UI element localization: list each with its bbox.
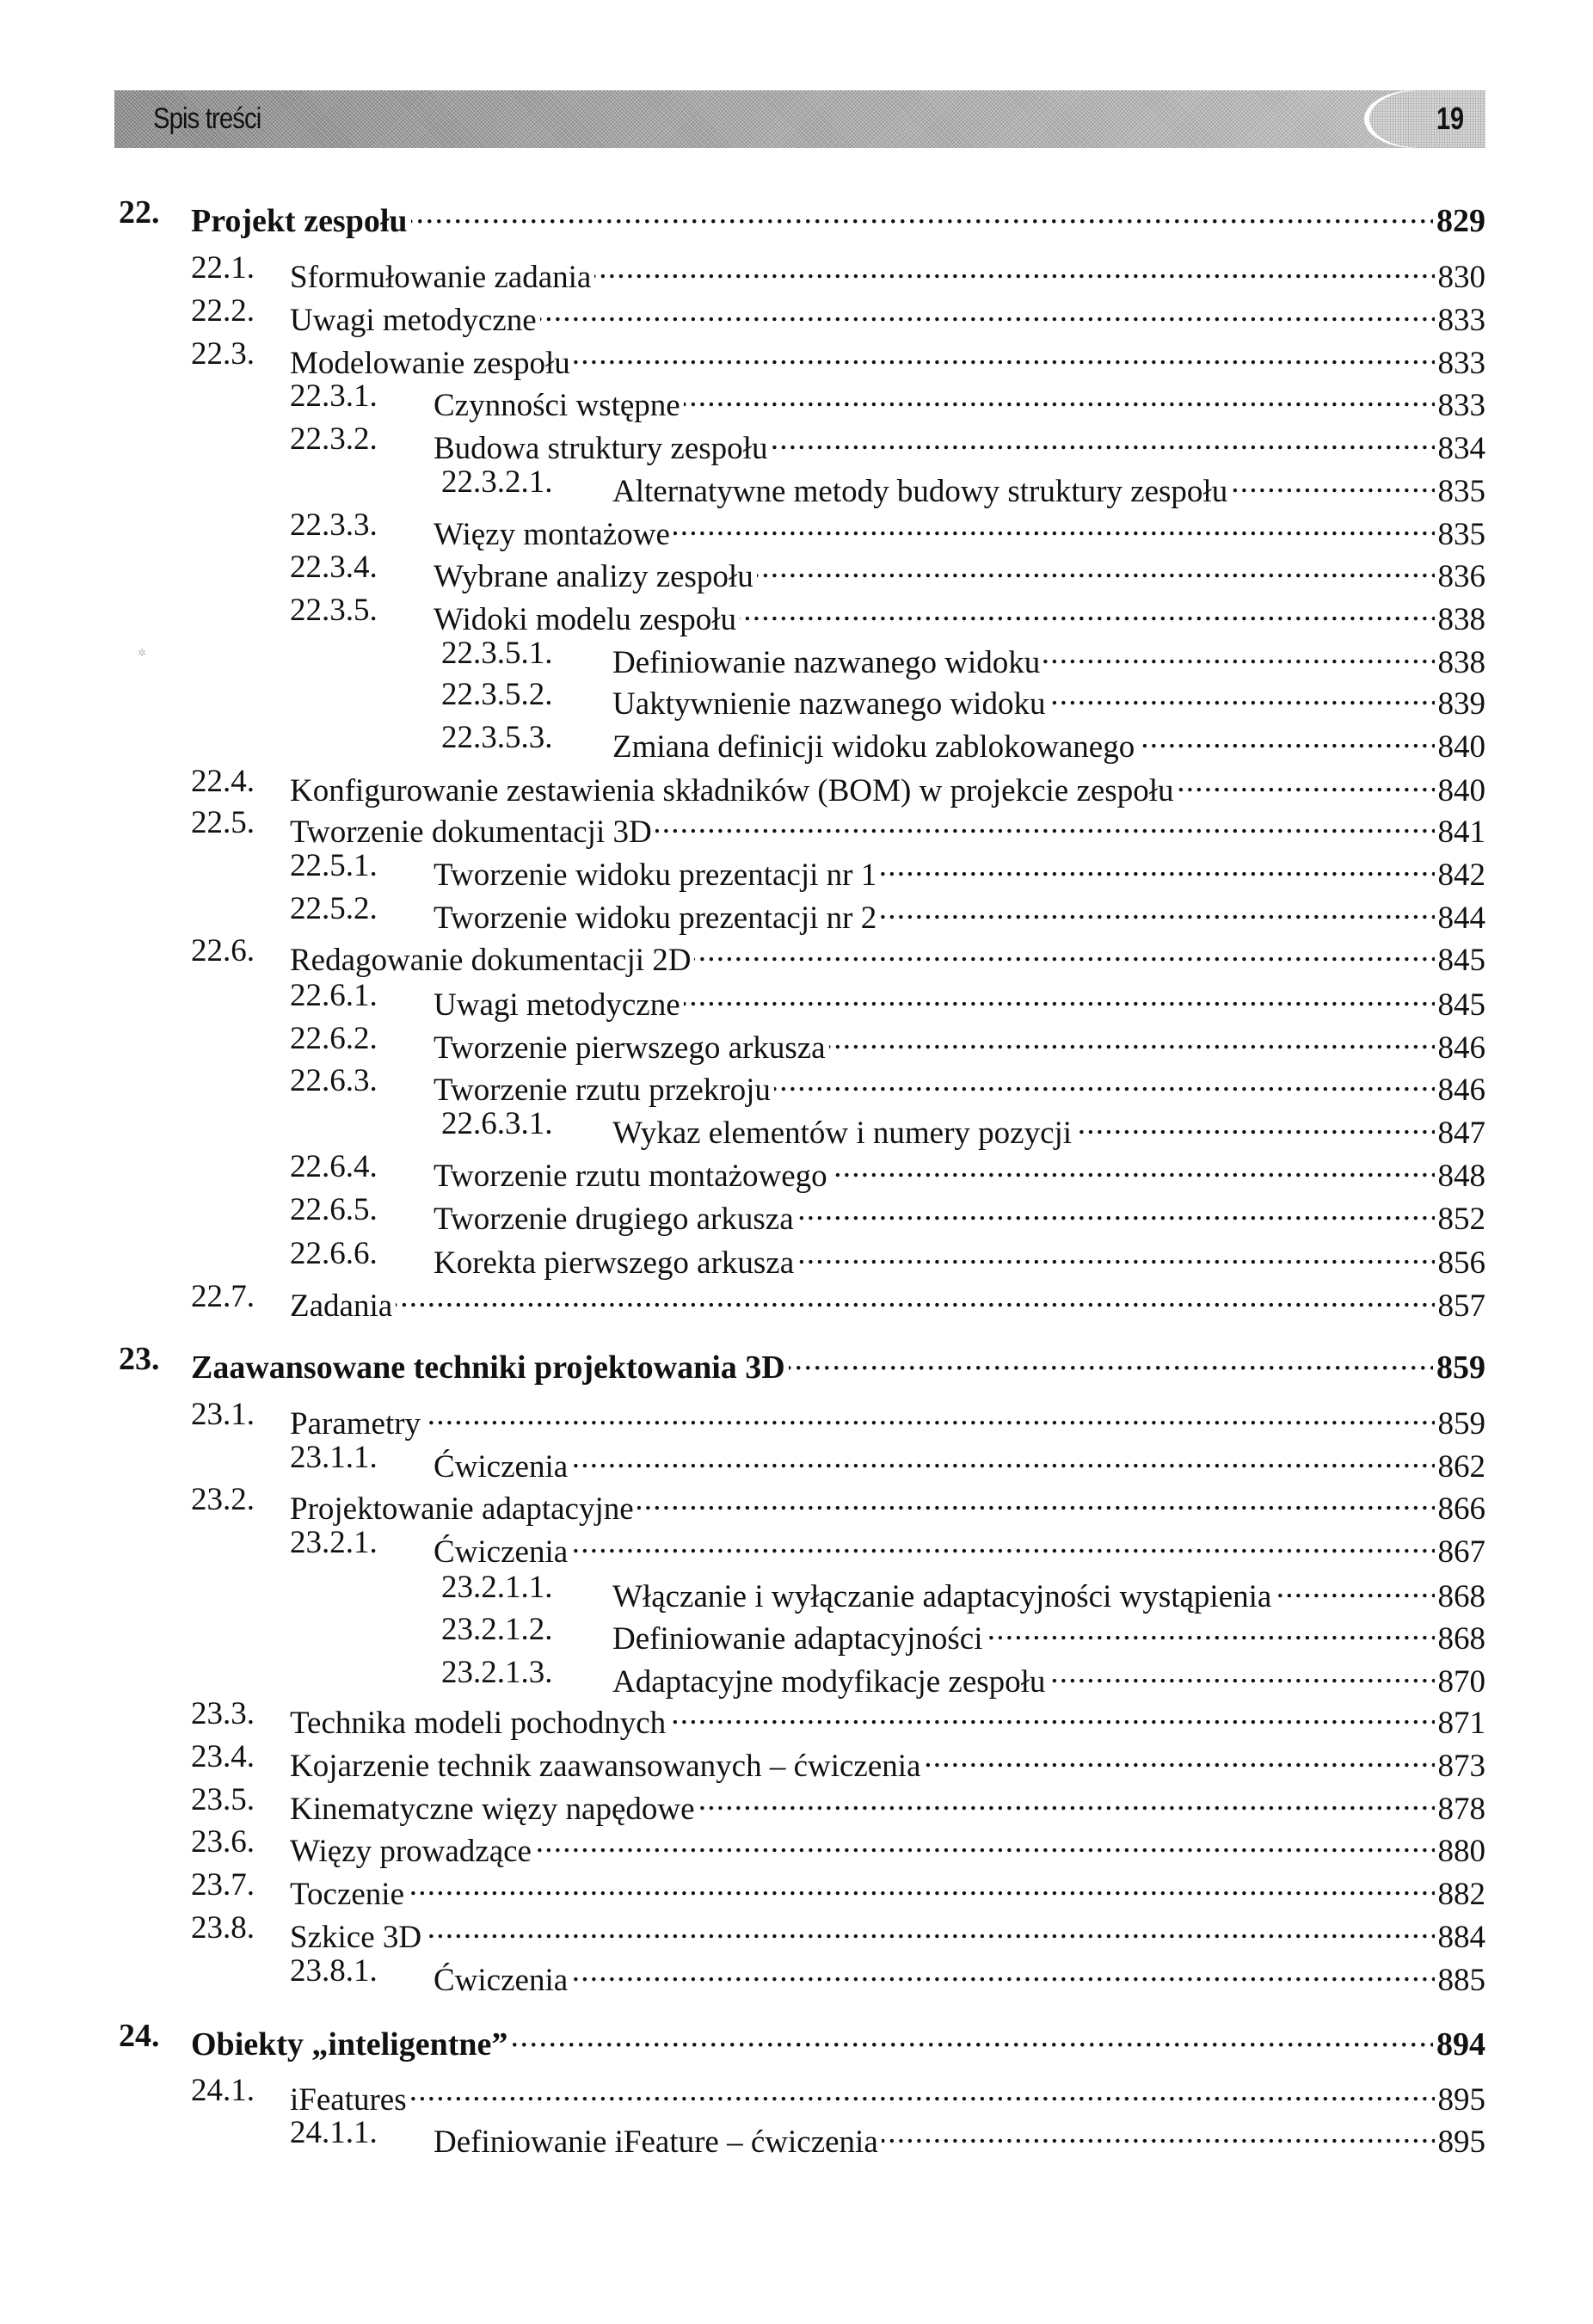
toc-entry-number: 22.5.1. [290, 848, 378, 883]
toc-entry-page: 841 [1437, 815, 1485, 850]
dot-leader [698, 1781, 1435, 1819]
toc-chapter-entry [119, 1340, 1485, 1386]
toc-entry [290, 549, 1485, 594]
toc-entry-title: Tworzenie widoku prezentacji nr 2 [434, 901, 877, 936]
toc-entry-page: 866 [1437, 1491, 1485, 1527]
toc-entry [290, 1062, 1485, 1108]
dot-leader [594, 249, 1434, 287]
dot-leader [408, 1866, 1435, 1904]
toc-entry-number: 23.8.1. [290, 1953, 378, 1989]
toc-entry-number: 22.2. [191, 293, 255, 329]
toc-entry [191, 804, 1485, 850]
toc-entry-page: 840 [1437, 773, 1485, 808]
toc-entry-title: Adaptacyjne modyfikacje zespołu [612, 1664, 1046, 1700]
toc-entry-title: Więzy montażowe [434, 517, 670, 552]
toc-entry-page: 868 [1437, 1579, 1485, 1614]
toc-entry-title: Definiowanie nazwanego widoku [612, 645, 1041, 680]
toc-entry [191, 249, 1485, 295]
toc-entry [290, 2114, 1485, 2160]
toc-chapter-entry [119, 194, 1485, 239]
toc-entry [191, 1738, 1485, 1784]
dot-leader [425, 1909, 1434, 1947]
toc-entry-page: 840 [1437, 729, 1485, 765]
toc-entry-page: 878 [1437, 1792, 1485, 1827]
toc-entry-title: Uaktywnienie nazwanego widoku [612, 686, 1046, 722]
toc-entry-title: Szkice 3D [290, 1920, 422, 1955]
running-header-title: Spis treści [153, 102, 261, 135]
toc-entry-number: 22.5.2. [290, 891, 378, 926]
toc-entry-title: Technika modeli pochodnych [290, 1706, 667, 1741]
toc-entry-title: Więzy prowadzące [290, 1834, 532, 1869]
toc-entry [441, 1105, 1485, 1151]
dot-leader [1275, 1569, 1434, 1607]
toc-entry-number: 22.1. [191, 250, 255, 286]
dot-leader [797, 1235, 1434, 1273]
toc-chapter-entry [119, 2017, 1485, 2063]
toc-entry [191, 335, 1485, 381]
toc-entry-page: 838 [1437, 645, 1485, 680]
toc-entry-title: Tworzenie rzutu montażowego [434, 1159, 827, 1194]
dot-leader [924, 1738, 1434, 1776]
toc-entry-page: 859 [1437, 1406, 1485, 1442]
toc-entry [191, 1695, 1485, 1741]
toc-entry-page: 836 [1437, 559, 1485, 594]
toc-entry [441, 1569, 1485, 1614]
toc-entry [290, 890, 1485, 936]
toc-entry [290, 847, 1485, 893]
toc-entry-title: Uwagi metodyczne [434, 987, 680, 1023]
toc-entry [290, 1148, 1485, 1194]
dot-leader [1231, 464, 1434, 501]
toc-entry [191, 1481, 1485, 1527]
toc-entry [290, 507, 1485, 552]
toc-entry-title: Konfigurowanie zestawienia składników (BOM) w projekcie zespołu [290, 773, 1174, 808]
toc-entry-number: 22.3.5. [290, 593, 378, 628]
toc-entry-page: 839 [1437, 686, 1485, 722]
dot-leader [535, 1823, 1435, 1861]
dot-leader [771, 421, 1434, 458]
dot-leader [1075, 1105, 1434, 1143]
toc-entry-title: Wykaz elementów i numery pozycji [612, 1116, 1073, 1151]
dot-leader [637, 1481, 1435, 1519]
toc-entry-number: 22.3. [191, 336, 255, 372]
toc-entry-page: 842 [1437, 858, 1485, 893]
toc-entry-title: Ćwiczenia [434, 1449, 569, 1485]
toc-entry-title: Zadania [290, 1288, 393, 1324]
toc-entry-page: 835 [1437, 474, 1485, 509]
toc-entry-title: Tworzenie drugiego arkusza [434, 1202, 794, 1237]
toc-entry-number: 22.3.5.2. [441, 677, 553, 712]
toc-entry [191, 1909, 1485, 1955]
toc-entry-title: Włączanie i wyłączanie adaptacyjności wystąpienia [612, 1579, 1272, 1614]
toc-entry-number: 22.6.4. [290, 1149, 378, 1184]
toc-entry-page: 857 [1437, 1288, 1485, 1324]
toc-entry [441, 464, 1485, 509]
toc-entry-title: Tworzenie dokumentacji 3D [290, 815, 652, 850]
toc-entry [290, 977, 1485, 1023]
toc-entry [441, 635, 1485, 680]
toc-entry-number: 23.5. [191, 1782, 255, 1817]
toc-entry [191, 763, 1485, 808]
dot-leader [511, 2017, 1433, 2055]
toc-entry-number: 23.2.1. [290, 1525, 378, 1560]
toc-entry-page: 834 [1437, 431, 1485, 466]
toc-entry-title: Parametry [290, 1406, 421, 1442]
toc-entry-page: 880 [1437, 1834, 1485, 1869]
toc-entry-page: 845 [1437, 943, 1485, 978]
toc-entry-page: 884 [1437, 1920, 1485, 1955]
toc-entry [191, 932, 1485, 978]
toc-entry-number: 22.6.1. [290, 978, 378, 1013]
dot-leader [1178, 763, 1435, 801]
toc-entry [191, 1396, 1485, 1442]
toc-entry [191, 1823, 1485, 1869]
toc-entry-title: Toczenie [290, 1877, 404, 1912]
toc-entry-page: 895 [1437, 2124, 1485, 2160]
toc-entry-title: Projektowanie adaptacyjne [290, 1491, 634, 1527]
toc-entry-page: 867 [1437, 1534, 1485, 1570]
toc-entry [191, 1781, 1485, 1827]
toc-entry-page: 835 [1437, 517, 1485, 552]
toc-entry [290, 1952, 1485, 1998]
toc-entry [290, 1439, 1485, 1485]
dot-leader [757, 549, 1435, 587]
dot-leader [882, 2114, 1435, 2152]
toc-entry [290, 1524, 1485, 1570]
dot-leader [669, 1695, 1434, 1733]
toc-entry [191, 1278, 1485, 1324]
toc-entry-number: 22.3.2.1. [441, 464, 553, 500]
toc-entry-number: 23.8. [191, 1910, 255, 1946]
toc-entry-number: 22.5. [191, 805, 255, 840]
scan-artifact: ✲ [138, 647, 147, 659]
toc-entry-number: 22.3.2. [290, 421, 378, 457]
dot-leader [1049, 1654, 1434, 1692]
dot-leader [574, 335, 1435, 373]
dot-leader [797, 1191, 1435, 1229]
toc-entry-title: Uwagi metodyczne [290, 303, 537, 338]
toc-entry-number: 23.2.1.1. [441, 1570, 553, 1605]
toc-entry-number: 22.6.6. [290, 1236, 378, 1271]
toc-entry-title: Alternatywne metody budowy struktury zespołu [612, 474, 1228, 509]
dot-leader [571, 1439, 1434, 1477]
dot-leader [424, 1396, 1434, 1434]
dot-leader [396, 1278, 1434, 1316]
toc-entry-page: 870 [1437, 1664, 1485, 1700]
toc-entry-number: 22.7. [191, 1279, 255, 1314]
toc-entry [191, 1866, 1485, 1912]
toc-entry-page: 859 [1436, 1350, 1485, 1386]
toc-entry-number: 24.1.1. [290, 2115, 378, 2150]
toc-entry-title: Zaawansowane techniki projektowania 3D [191, 1350, 785, 1386]
toc-entry-number: 23.2.1.2. [441, 1612, 553, 1647]
toc-entry-number: 22. [119, 194, 160, 231]
toc-entry-page: 868 [1437, 1621, 1485, 1657]
toc-entry-title: Korekta pierwszego arkusza [434, 1245, 795, 1281]
toc-entry-number: 23.1. [191, 1397, 255, 1432]
toc-entry [290, 1020, 1485, 1066]
toc-entry-number: 22.6.5. [290, 1192, 378, 1227]
toc-entry-number: 23.3. [191, 1696, 255, 1731]
toc-entry-page: 882 [1437, 1877, 1485, 1912]
toc-entry-title: Tworzenie widoku prezentacji nr 1 [434, 858, 877, 893]
toc-entry [290, 421, 1485, 466]
toc-entry-page: 838 [1437, 602, 1485, 637]
toc-entry [441, 719, 1485, 765]
toc-entry-number: 22.6.3. [290, 1063, 378, 1098]
toc-entry-title: Sformułowanie zadania [290, 260, 592, 295]
toc-entry [290, 1191, 1485, 1237]
toc-entry-title: Zmiana definicji widoku zablokowanego [612, 729, 1135, 765]
toc-entry-title: Ćwiczenia [434, 1534, 569, 1570]
dot-leader [774, 1062, 1435, 1100]
toc-entry-number: 22.4. [191, 764, 255, 799]
dot-leader [880, 847, 1434, 885]
toc-entry-page: 830 [1437, 260, 1485, 295]
toc-entry-page: 885 [1437, 1963, 1485, 1998]
toc-entry-number: 22.6. [191, 933, 255, 968]
toc-entry-number: 23.1.1. [290, 1440, 378, 1475]
dot-leader [684, 977, 1435, 1015]
toc-entry [191, 2072, 1485, 2118]
toc-entry [290, 592, 1485, 637]
running-header [114, 90, 1485, 148]
dot-leader [789, 1340, 1433, 1378]
toc-entry-title: Budowa struktury zespołu [434, 431, 768, 466]
toc-entry-number: 24.1. [191, 2073, 255, 2108]
page-number-tab [1369, 90, 1485, 148]
toc-entry-number: 22.6.2. [290, 1021, 378, 1056]
toc-entry [441, 1611, 1485, 1657]
toc-entry-title: Czynności wstępne [434, 388, 680, 423]
toc-entry-title: Ćwiczenia [434, 1963, 569, 1998]
toc-entry-page: 848 [1437, 1159, 1485, 1194]
toc-entry-title: Widoki modelu zespołu [434, 602, 737, 637]
toc-entry-page: 833 [1437, 303, 1485, 338]
toc-entry-title: Definiowanie iFeature – ćwiczenia [434, 2124, 878, 2160]
toc-entry-page: 895 [1437, 2082, 1485, 2118]
dot-leader [740, 592, 1434, 630]
dot-leader [1049, 676, 1434, 714]
toc-entry-page: 829 [1436, 203, 1485, 239]
page-number: 19 [1436, 101, 1464, 136]
toc-entry [441, 676, 1485, 722]
dot-leader [410, 2072, 1435, 2110]
toc-entry-title: Wybrane analizy zespołu [434, 559, 753, 594]
dot-leader [1043, 635, 1434, 673]
dot-leader [880, 890, 1434, 928]
toc-entry-page: 846 [1437, 1030, 1485, 1066]
toc-entry-number: 23.2. [191, 1482, 255, 1517]
toc-entry [290, 378, 1485, 423]
dot-leader [1138, 719, 1434, 757]
toc-entry-page: 846 [1437, 1073, 1485, 1108]
toc-entry-title: Modelowanie zespołu [290, 346, 570, 381]
toc-entry-title: Tworzenie rzutu przekroju [434, 1073, 771, 1108]
toc-entry-number: 22.3.5.1. [441, 636, 553, 671]
dot-leader [571, 1952, 1434, 1990]
toc-entry-title: Obiekty „inteligentne” [191, 2026, 508, 2063]
dot-leader [829, 1020, 1435, 1058]
toc-entry [191, 292, 1485, 338]
toc-entry-number: 22.3.5.3. [441, 720, 553, 755]
dot-leader [540, 292, 1435, 330]
toc-entry-number: 23.6. [191, 1824, 255, 1860]
toc-entry-number: 23.7. [191, 1867, 255, 1903]
toc-entry-page: 856 [1437, 1245, 1485, 1281]
toc-entry-title: iFeatures [290, 2082, 407, 2118]
toc-entry-number: 23. [119, 1341, 160, 1377]
toc-entry-page: 871 [1437, 1706, 1485, 1741]
toc-entry [441, 1654, 1485, 1700]
toc-entry-number: 23.4. [191, 1739, 255, 1774]
dot-leader [694, 932, 1434, 970]
toc-entry-title: Redagowanie dokumentacji 2D [290, 943, 692, 978]
toc-entry-title: Tworzenie pierwszego arkusza [434, 1030, 826, 1066]
toc-entry-number: 22.3.3. [290, 507, 378, 543]
dot-leader [684, 378, 1435, 415]
toc-entry-page: 844 [1437, 901, 1485, 936]
toc-entry-number: 22.3.1. [290, 378, 378, 414]
toc-entry-number: 22.3.4. [290, 550, 378, 585]
toc-entry-title: Kojarzenie technik zaawansowanych – ćwiczenia [290, 1749, 921, 1784]
dot-leader [673, 507, 1435, 544]
toc-entry-page: 894 [1436, 2026, 1485, 2063]
dot-leader [986, 1611, 1434, 1649]
toc-entry-page: 852 [1437, 1202, 1485, 1237]
toc-entry-page: 845 [1437, 987, 1485, 1023]
toc-entry-title: Definiowanie adaptacyjności [612, 1621, 983, 1657]
toc-entry-page: 862 [1437, 1449, 1485, 1485]
toc-entry-page: 833 [1437, 346, 1485, 381]
dot-leader [571, 1524, 1434, 1562]
dot-leader [655, 804, 1435, 842]
toc-entry-page: 847 [1437, 1116, 1485, 1151]
toc-entry-page: 833 [1437, 388, 1485, 423]
toc-entry-title: Kinematyczne więzy napędowe [290, 1792, 695, 1827]
dot-leader [831, 1148, 1435, 1186]
dot-leader [411, 194, 1433, 231]
toc-entry-number: 24. [119, 2018, 160, 2054]
toc-entry [290, 1235, 1485, 1281]
toc-entry-number: 22.6.3.1. [441, 1106, 553, 1141]
toc-entry-number: 23.2.1.3. [441, 1655, 553, 1690]
toc-entry-title: Projekt zespołu [191, 203, 408, 239]
toc-entry-page: 873 [1437, 1749, 1485, 1784]
